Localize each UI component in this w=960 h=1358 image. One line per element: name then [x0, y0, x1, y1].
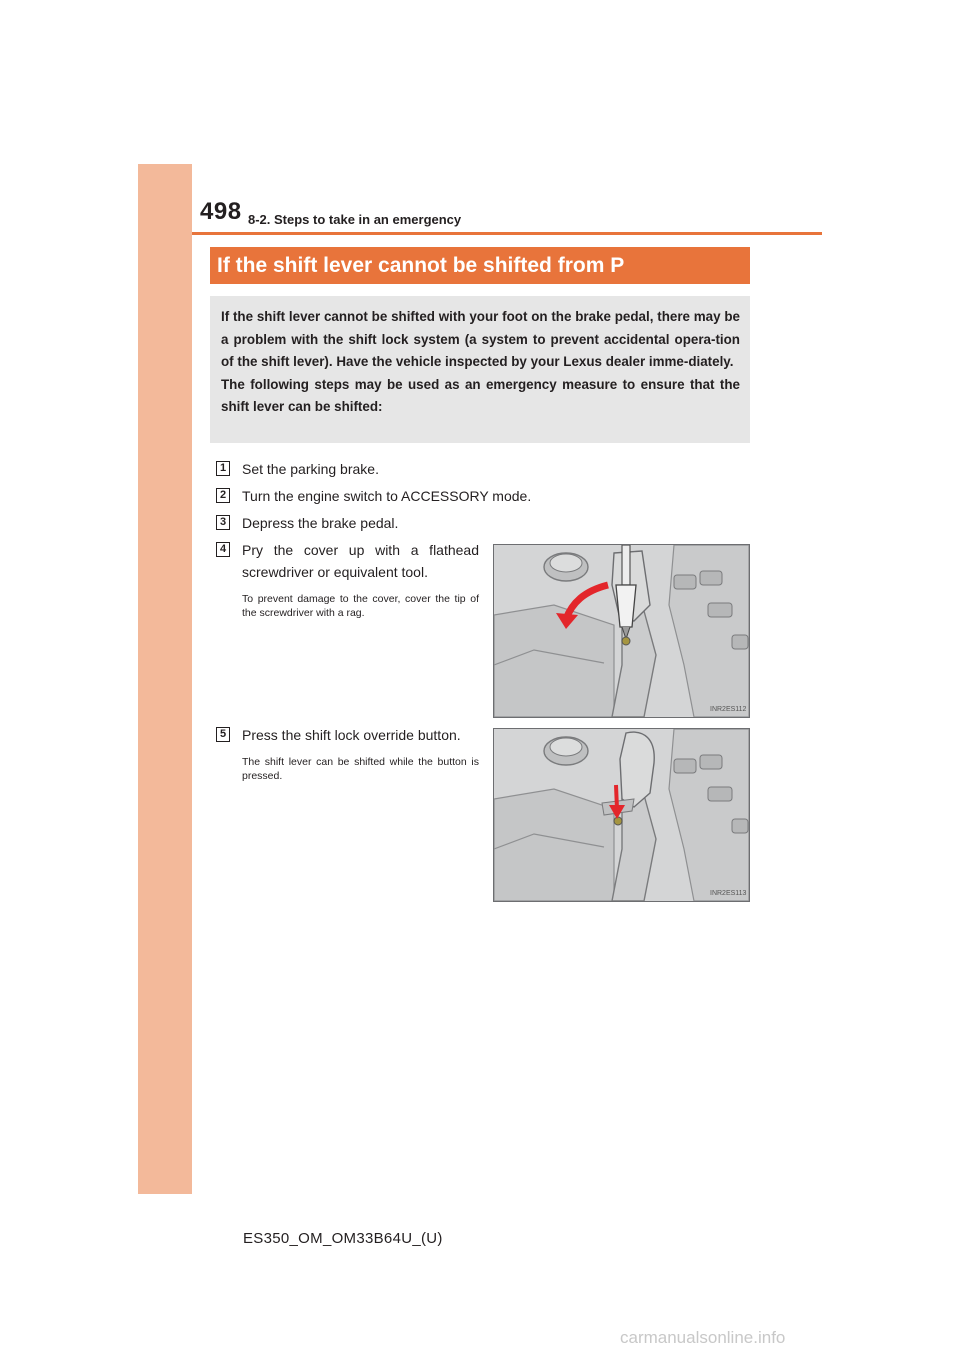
intro-paragraph-1: If the shift lever cannot be shifted with your foot on the brake pedal, there may be a problem with the shift lock system (a system to prevent accidental opera-tion of the shift lever). Have the vehicle inspected by your Lexus dealer imme-diately. — [221, 309, 740, 369]
intro-box — [210, 296, 750, 443]
figure-code-112: INR2ES112 — [710, 706, 747, 713]
figure-pry-cover — [493, 544, 750, 718]
step-5-note: The shift lever can be shifted while the button is pressed. — [242, 756, 479, 782]
step-2-number: 2 — [216, 488, 230, 503]
document-code-footer: ES350_OM_OM33B64U_(U) — [243, 1230, 443, 1247]
page-number: 498 — [200, 198, 242, 225]
step-4-text: Pry the cover up with a flathead screwdriver or equivalent tool. — [242, 542, 479, 580]
step-2-text: Turn the engine switch to ACCESSORY mode. — [242, 488, 532, 504]
step-4-note: To prevent damage to the cover, cover the tip of the screwdriver with a rag. — [242, 593, 479, 619]
chapter-side-tab — [138, 164, 192, 1194]
header-rule — [192, 232, 822, 235]
step-5-text: Press the shift lock override button. — [242, 727, 461, 743]
section-banner: If the shift lever cannot be shifted from P — [210, 247, 750, 284]
watermark: carmanualsonline.info — [620, 1328, 786, 1347]
figure-override-button — [493, 728, 750, 902]
step-1-text: Set the parking brake. — [242, 461, 379, 477]
section-title: 8-2. Steps to take in an emergency — [248, 212, 462, 227]
step-4-number: 4 — [216, 542, 230, 557]
step-3-text: Depress the brake pedal. — [242, 515, 399, 531]
step-3-number: 3 — [216, 515, 230, 530]
figure-code-113: INR2ES113 — [710, 890, 747, 897]
step-5-number: 5 — [216, 727, 230, 742]
step-1-number: 1 — [216, 461, 230, 476]
intro-paragraph-2: The following steps may be used as an emergency measure to ensure that the shift lever can be shifted: — [221, 376, 740, 414]
